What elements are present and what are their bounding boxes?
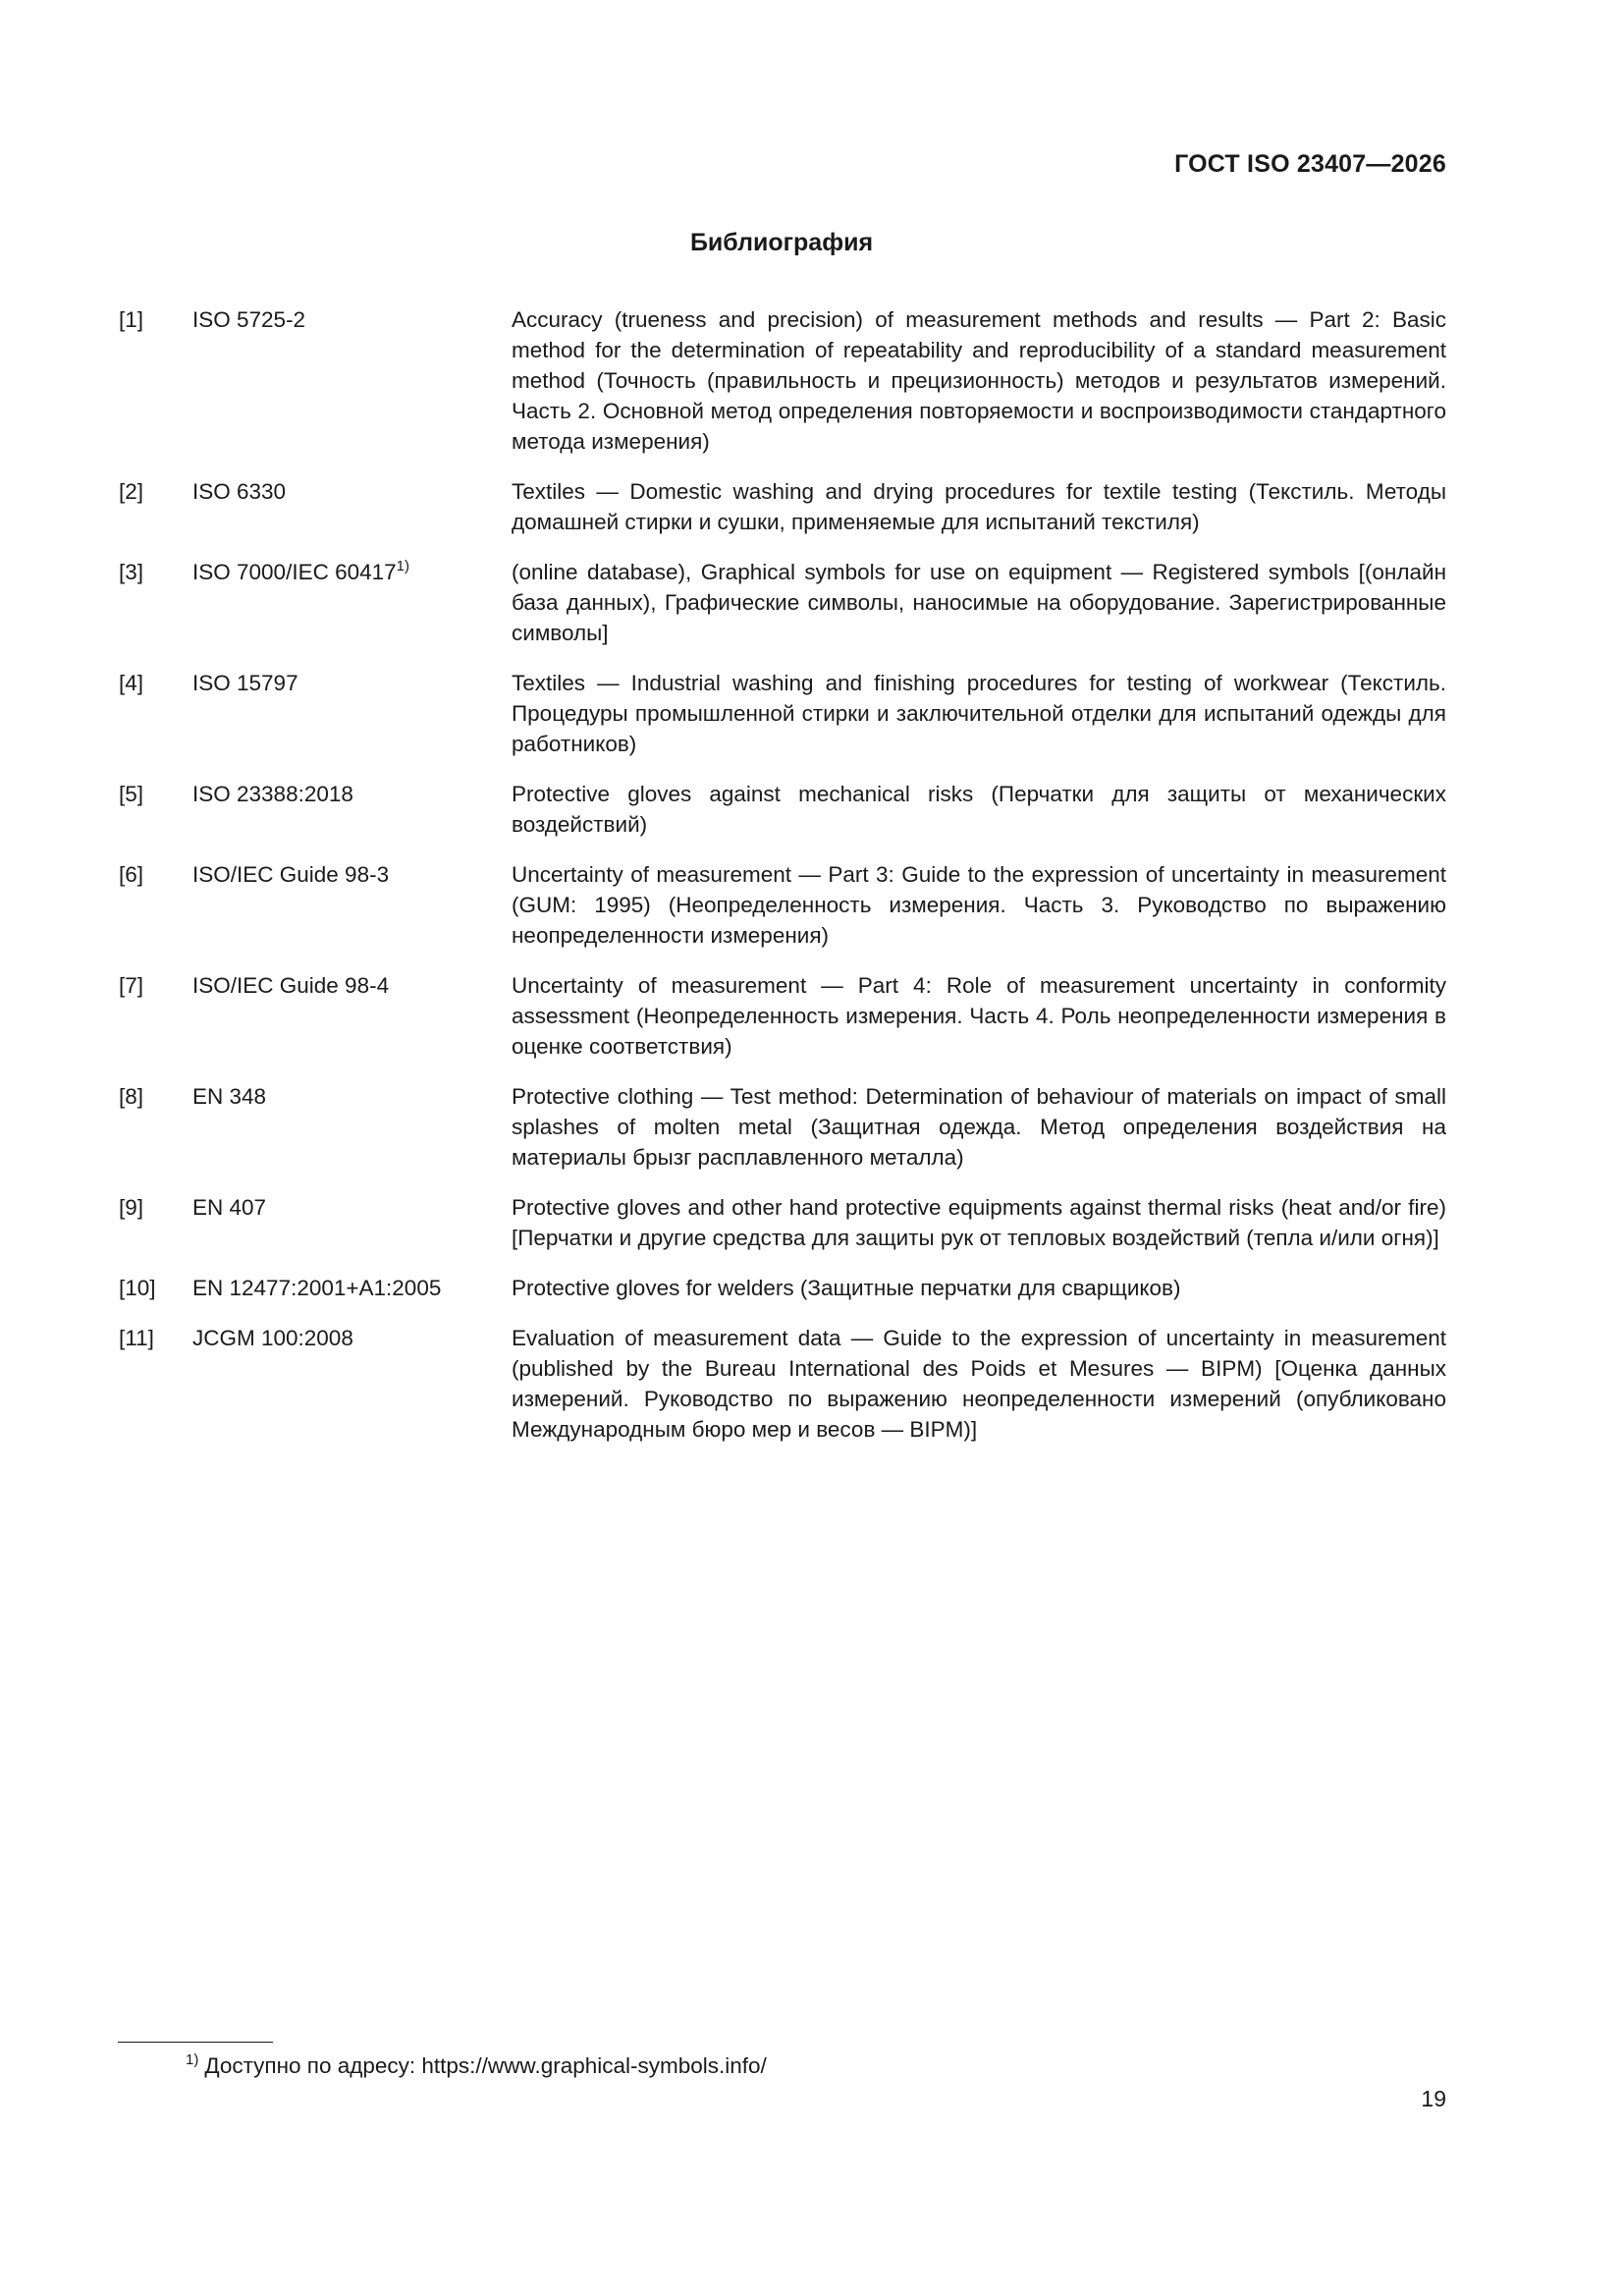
entry-title: Uncertainty of measurement — Part 3: Guide to the expression of uncertainty in measurement (GUM: 1995) (Неопределенность измерения. Часть 3. Руководство по выражению неопределенности измерения) [512,862,1446,948]
entry-title: Evaluation of measurement data — Guide to the expression of uncertainty in measurement (published by the Bureau International des Poids et Mesures — BIPM) [Оценка данных измерений. Руководство по выражению неопределенности измерений (опубликовано Международным бюро мер и весов — BIPM)] [512,1326,1446,1442]
entry-code-text: ISO 6330 [192,479,287,504]
entry-standard-code [192,476,512,537]
entry-code-text: EN 348 [192,1084,267,1109]
entry-standard-code [192,1192,512,1253]
entry-code-text: ISO/IEC Guide 98-4 [192,973,390,998]
entry-number: [4] [119,671,144,695]
entry-title: Textiles — Domestic washing and drying procedures for textile testing (Текстиль. Методы домашней стирки и сушки, применяемые для испытаний текстиля) [512,479,1446,534]
footnote-divider [118,2042,273,2043]
bibliography-entry [119,1273,1446,1303]
entry-number: [2] [119,479,144,504]
footnote-marker: 1) [186,2051,199,2068]
entry-standard-code [192,970,512,1062]
entry-standard-code [192,1273,512,1303]
footnote-text: Доступно по адресу: https://www.graphical-symbols.info/ [204,2053,767,2078]
bibliography-list [119,304,1446,1464]
entry-title: Protective gloves for welders (Защитные перчатки для сварщиков) [512,1276,1181,1300]
entry-title: Protective clothing — Test method: Determination of behaviour of materials on impact of small splashes of molten metal (Защитная одежда. Метод определения воздействия на материалы брызг расплавленного металла) [512,1084,1446,1170]
entry-code-text: ISO 23388:2018 [192,782,353,806]
entry-title: Protective gloves and other hand protective equipments against thermal risks (heat and/or fire) [Перчатки и другие средства для защиты рук от тепловых воздействий (тепла и/или огня)] [512,1195,1446,1250]
bibliography-entry [119,970,1446,1062]
bibliography-entry [119,304,1446,457]
entry-title: Accuracy (trueness and precision) of measurement methods and results — Part 2: Basic method for the determination of repeatability and reproducibility of a standard measurement method (Точность (правильность и прецизионность) методов и результатов измерений. Часть 2. Основной метод определения повторяемости и воспроизводимости стандартного метода измерения) [512,307,1446,454]
page-number: 19 [1421,2086,1446,2111]
document-code: ГОСТ ISO 23407—2026 [1174,150,1446,178]
entry-standard-code [192,859,512,951]
bibliography-entry [119,557,1446,648]
entry-number: [5] [119,782,144,806]
entry-standard-code [192,668,512,759]
entry-number: [3] [119,560,144,584]
bibliography-entry [119,668,1446,759]
entry-number: [7] [119,973,144,998]
entry-code-text: EN 407 [192,1195,267,1220]
entry-number: [9] [119,1195,144,1220]
entry-code-text: ISO/IEC Guide 98-3 [192,862,390,887]
bibliography-entry [119,1323,1446,1445]
entry-number: [10] [119,1276,156,1300]
entry-title: Protective gloves against mechanical risks (Перчатки для защиты от механических воздействий) [512,782,1446,837]
entry-standard-code [192,779,512,840]
entry-code-text: ISO 7000/IEC 60417 [192,560,397,584]
entry-standard-code [192,304,512,457]
entry-number: [11] [119,1326,154,1350]
entry-code-text: JCGM 100:2008 [192,1326,353,1350]
page-title: Библиография [689,229,874,256]
entry-title: (online database), Graphical symbols for use on equipment — Registered symbols [(онлайн база данных), Графические символы, наносимые на оборудование. Зарегистрированные символы] [512,560,1446,645]
bibliography-entry [119,779,1446,840]
entry-number: [1] [119,307,144,332]
bibliography-entry [119,859,1446,951]
bibliography-entry [119,476,1446,537]
bibliography-entry [119,1081,1446,1173]
footnote [186,2050,767,2081]
entry-standard-code [192,1081,512,1173]
entry-code-text: ISO 15797 [192,671,298,695]
entry-standard-code [192,1323,512,1445]
bibliography-entry [119,1192,1446,1253]
footnote-reference-marker: 1) [396,558,409,574]
entry-code-text: ISO 5725-2 [192,307,306,332]
entry-number: [8] [119,1084,144,1109]
entry-standard-code [192,557,512,648]
entry-code-text: EN 12477:2001+A1:2005 [192,1276,442,1300]
entry-title: Textiles — Industrial washing and finishing procedures for testing of workwear (Текстиль. Процедуры промышленной стирки и заключительной отделки для испытаний одежды для работников) [512,671,1446,756]
entry-number: [6] [119,862,144,887]
entry-title: Uncertainty of measurement — Part 4: Role of measurement uncertainty in conformity assessment (Неопределенность измерения. Часть 4. Роль неопределенности измерения в оценке соответствия) [512,973,1446,1059]
